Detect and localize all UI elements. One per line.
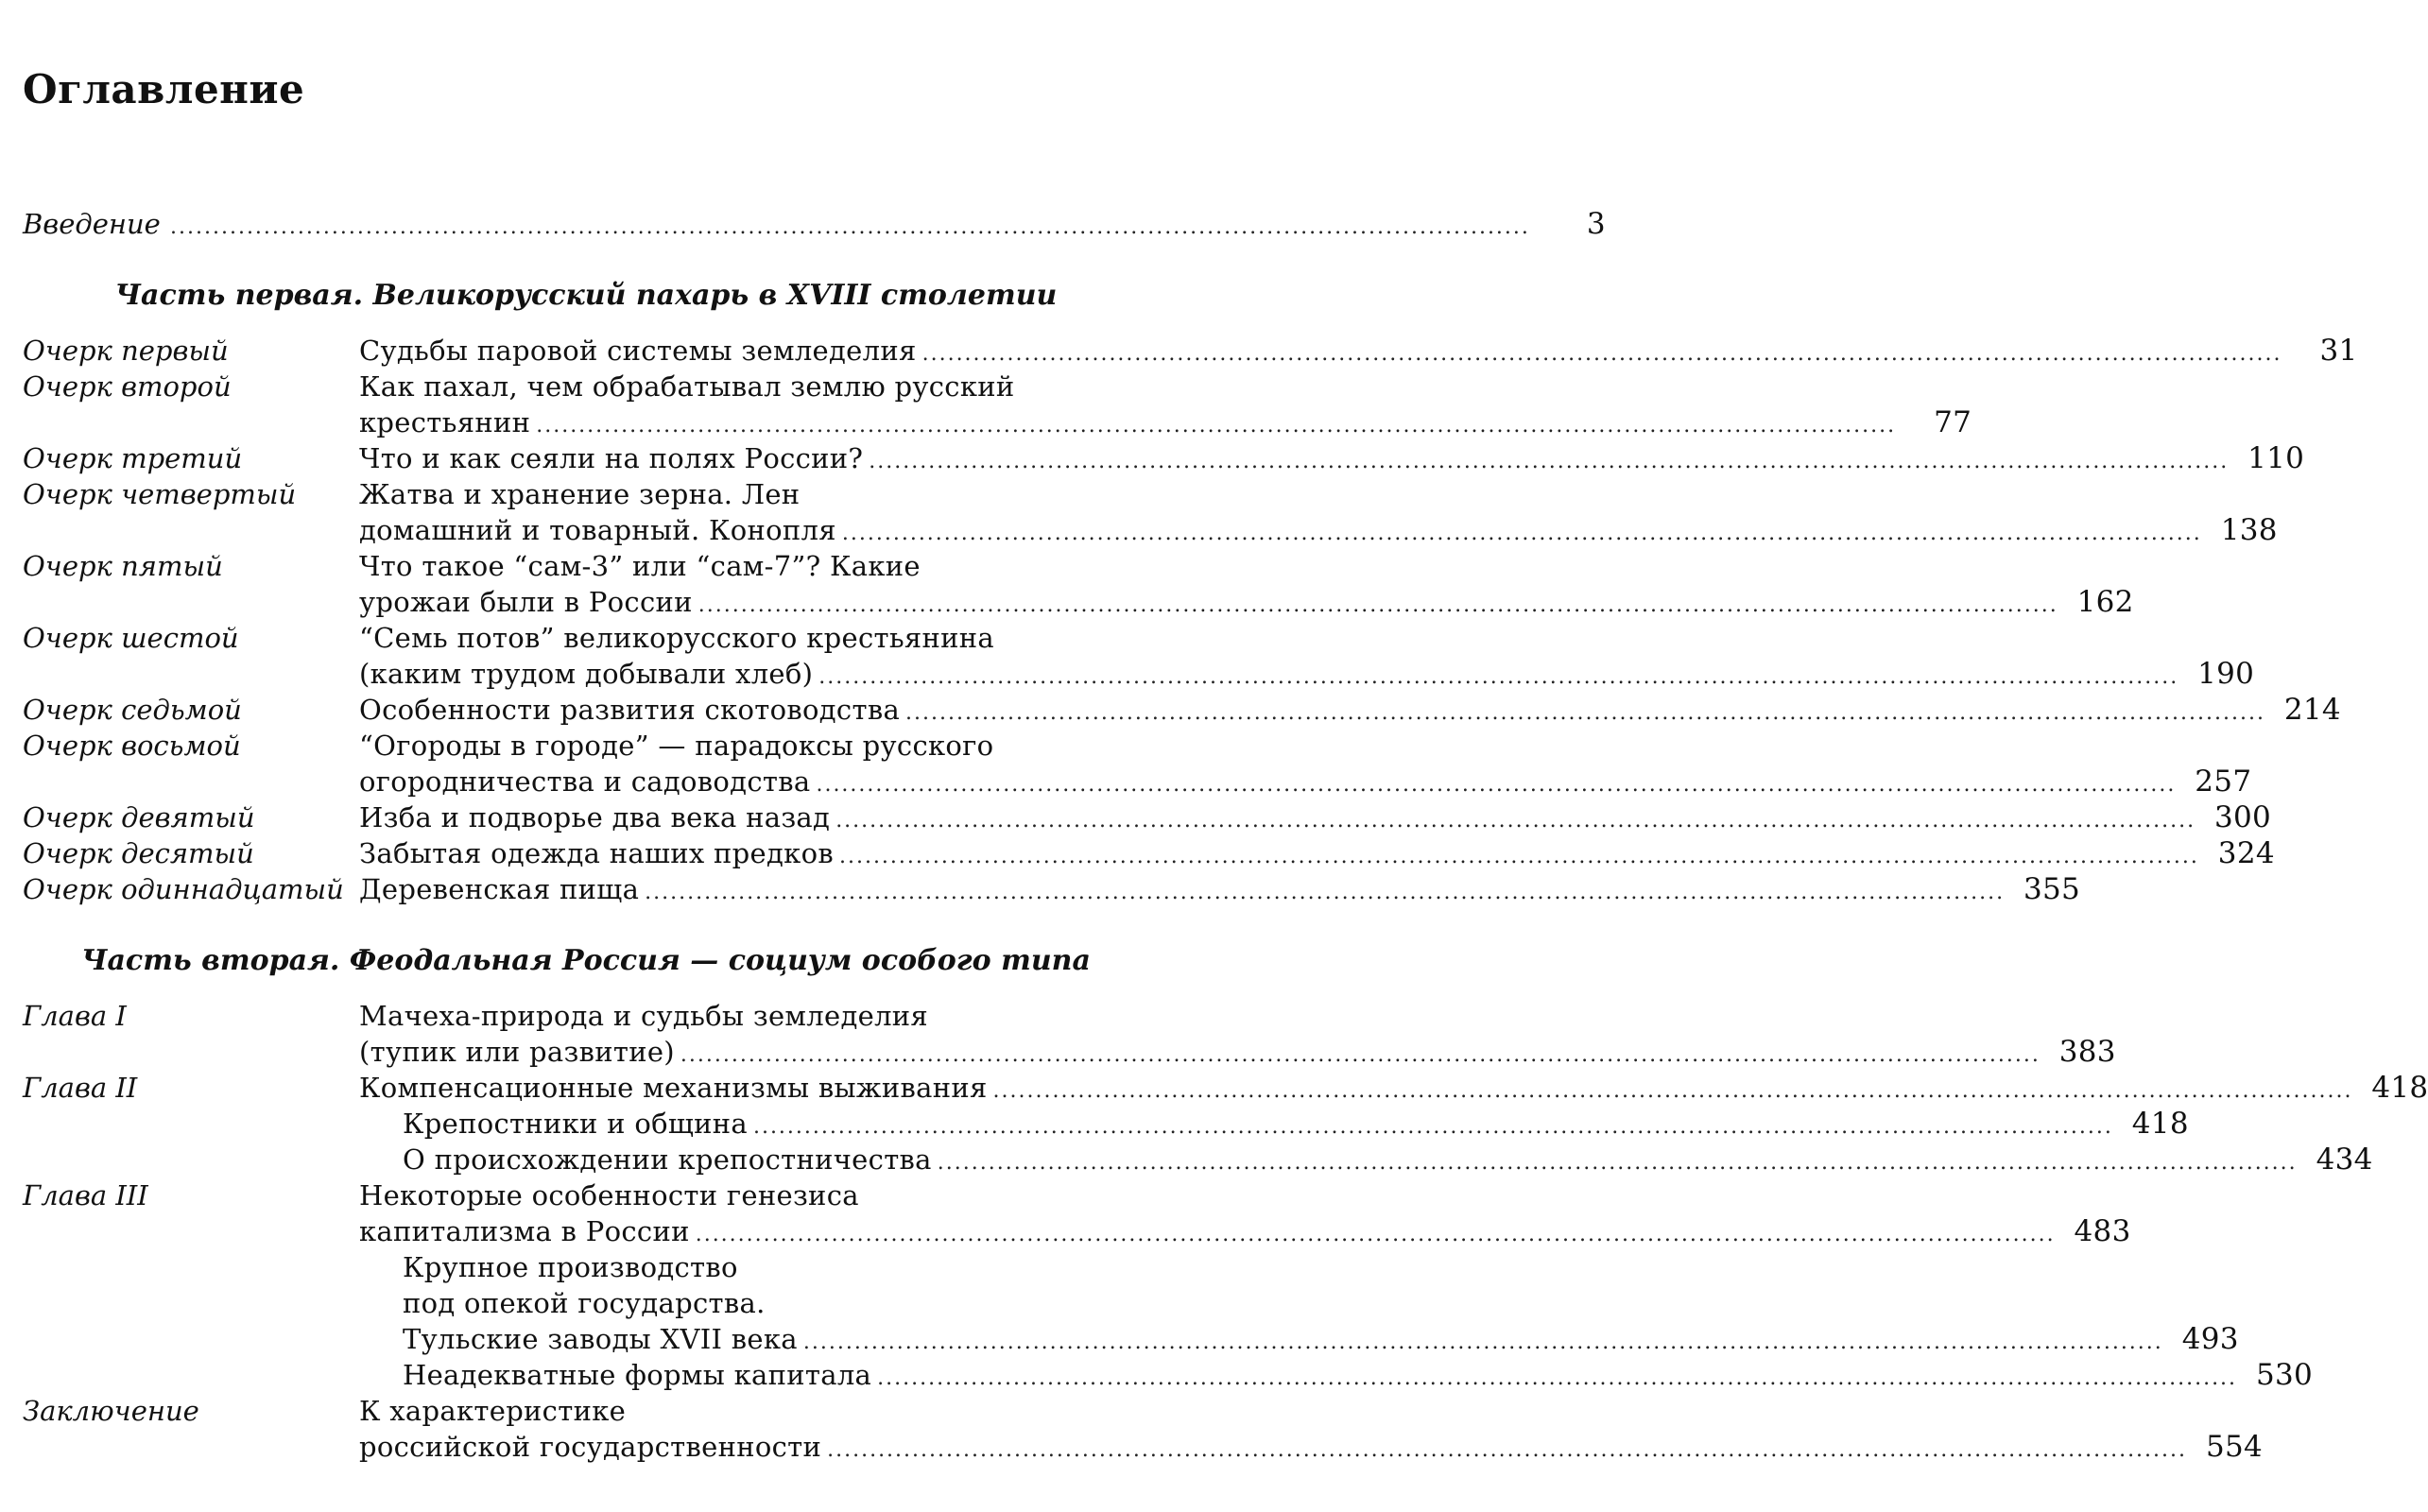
toc-row-label: Очерк седьмой (23, 694, 242, 726)
toc-entry-line (359, 835, 2275, 871)
page-number: 530 (2255, 1358, 2314, 1392)
page-number: 31 (2319, 334, 2358, 368)
toc-entry-line (359, 404, 1972, 440)
page-number: 493 (2181, 1322, 2239, 1356)
toc-entry-text: крестьянин (359, 406, 531, 438)
toc-entry-text: Как пахал, чем обрабатывал землю русский (359, 370, 1015, 403)
toc-row[interactable] (0, 1357, 2314, 1393)
toc-entry-line (359, 512, 2278, 548)
part-one-entries (0, 333, 2358, 907)
toc-entry-text: Мачеха-природа и судьбы земледелия (359, 1000, 929, 1032)
page-number: 383 (2058, 1035, 2116, 1069)
toc-entry-line (359, 476, 1128, 512)
part-two-entries (0, 998, 2428, 1465)
toc-entry-line (359, 692, 2341, 728)
toc-entry (359, 871, 2081, 907)
toc-row-label: Очерк пятый (23, 550, 223, 582)
toc-row[interactable] (0, 1070, 2428, 1106)
toc-entry-text: (каким трудом добывали хлеб) (359, 658, 814, 690)
toc-entry-line (359, 620, 1128, 656)
page-number: 554 (2205, 1430, 2264, 1464)
leader-dots: ................................................................................................................................................................ (877, 1366, 2238, 1390)
toc-entry-line (359, 440, 2305, 476)
toc-entry (359, 620, 2255, 692)
toc-entry-line (403, 1321, 2239, 1357)
toc-intro-row[interactable] (23, 206, 1606, 242)
page-number: 3 (1586, 207, 1606, 241)
toc-entry-text: Судьбы паровой системы земледелия (359, 335, 917, 367)
toc-row-label: Глава III (23, 1179, 148, 1211)
toc-entry-line (359, 1429, 2264, 1465)
toc-row[interactable] (0, 1106, 2189, 1142)
toc-row-label: Заключение (23, 1395, 199, 1427)
toc-row[interactable] (0, 333, 2358, 369)
toc-entry-text: Крепостники и община (403, 1108, 748, 1140)
toc-row[interactable] (0, 728, 2252, 799)
toc-row[interactable] (0, 998, 2116, 1070)
toc-entry-line (359, 656, 2255, 692)
toc-entry-text: “Семь потов” великорусского крестьянина (359, 622, 994, 654)
toc-row[interactable] (0, 692, 2341, 728)
toc-entry-text: Некоторые особенности генезиса (359, 1179, 859, 1211)
leader-dots: ................................................................................................................................................................ (992, 1079, 2353, 1103)
toc-entry-text: Крупное производство (403, 1251, 738, 1283)
toc-entry-text: Изба и подворье два века назад (359, 801, 831, 833)
toc-entry-line (403, 1285, 1128, 1321)
toc-entry-line (359, 1213, 2131, 1249)
leader-dots: ................................................................................................................................................................ (937, 1151, 2298, 1175)
page-number: 190 (2197, 657, 2255, 691)
leader-dots: ................................................................................................................................................................ (802, 1331, 2163, 1354)
toc-entry-line (359, 584, 2134, 620)
toc-entry-line (359, 1070, 2428, 1106)
toc-row[interactable] (0, 799, 2272, 835)
toc-entry-text: Что и как сеяли на полях России? (359, 442, 864, 474)
toc-entry-line (403, 1249, 1128, 1285)
toc-row[interactable] (0, 871, 2081, 907)
toc-entry-line (359, 1393, 1128, 1429)
page-number: 434 (2316, 1143, 2373, 1177)
leader-dots: ................................................................................................................................................................ (827, 1438, 2188, 1462)
toc-entry-text: “Огороды в городе” — парадоксы русского (359, 730, 994, 762)
toc-row[interactable] (0, 1249, 2239, 1357)
page-number: 77 (1934, 405, 1972, 439)
toc-entry (359, 333, 2358, 369)
page-number: 483 (2074, 1214, 2131, 1248)
toc-row-label: Очерк второй (23, 370, 232, 403)
toc-entry-text: Тульские заводы XVII века (403, 1323, 798, 1355)
leader-dots: ................................................................................................................................................................ (645, 881, 2006, 904)
page-number: 355 (2023, 872, 2081, 906)
page-number: 110 (2247, 441, 2305, 475)
page-number: 257 (2195, 765, 2252, 799)
page-number: 300 (2214, 800, 2272, 834)
toc-row[interactable] (0, 620, 2255, 692)
toc-entry-text: российской государственности (359, 1431, 822, 1463)
toc-subentry (403, 1106, 2189, 1142)
toc-entry-text: Забытая одежда наших предков (359, 837, 834, 869)
toc-entry-line (359, 1177, 1128, 1213)
toc-entry-line (359, 548, 1128, 584)
toc-entry-text: Неадекватные формы капитала (403, 1359, 872, 1391)
toc-entry-line (403, 1357, 2314, 1393)
toc-entry (359, 548, 2134, 620)
leader-dots: ................................................................................................................................................................ (536, 414, 1897, 438)
toc-row-label: Очерк первый (23, 335, 229, 367)
toc-entry-line (359, 728, 1128, 764)
toc-entry-text: огородничества и садоводства (359, 765, 811, 798)
toc-entry-text: К характеристике (359, 1395, 627, 1427)
toc-entry (359, 998, 2116, 1070)
toc-row[interactable] (0, 1177, 2131, 1249)
leader-dots: ................................................................................................................................................................ (697, 593, 2058, 617)
toc-row[interactable] (0, 476, 2278, 548)
page-number: 418 (2131, 1107, 2189, 1141)
page-number: 138 (2220, 513, 2278, 547)
leader-dots: ................................................................................................................................................................ (818, 665, 2179, 689)
toc-subentry (403, 1142, 2373, 1177)
part-two-heading: Часть вторая. Феодальная Россия — социум особого типа (81, 944, 1091, 977)
toc-entry-line (359, 333, 2358, 369)
toc-row[interactable] (0, 369, 1972, 440)
leader-dots: ................................................................................................................................................................ (695, 1223, 2056, 1246)
toc-entry-line (403, 1142, 2373, 1177)
toc-subentry (403, 1249, 2239, 1357)
toc-row-label: Очерк одиннадцатый (23, 873, 344, 905)
toc-row-label: Очерк девятый (23, 801, 255, 833)
toc-entry (359, 799, 2272, 835)
page-title: Оглавление (23, 66, 305, 112)
leader-dots: ................................................................................................................................................................ (921, 342, 2282, 366)
toc-row[interactable] (0, 548, 2134, 620)
toc-row[interactable] (0, 1142, 2373, 1177)
toc-entry-line (359, 871, 2081, 907)
leader-dots: ................................................................................................................................................................ (838, 845, 2199, 868)
toc-subentry (403, 1357, 2314, 1393)
toc-entry-text: под опекой государства. (403, 1287, 766, 1319)
leader-dots: ................................................................................................................................................................ (170, 215, 1530, 239)
toc-entry-line (359, 1034, 2116, 1070)
toc-entry-text: Особенности развития скотоводства (359, 694, 901, 726)
leader-dots: ................................................................................................................................................................ (816, 773, 2177, 797)
leader-dots: ................................................................................................................................................................ (841, 522, 2202, 545)
toc-row-label: Очерк десятый (23, 837, 254, 869)
toc-entry (359, 692, 2341, 728)
page-number: 418 (2371, 1071, 2428, 1105)
page-number: 162 (2076, 585, 2134, 619)
toc-entry (359, 1177, 2131, 1249)
page-number: 214 (2283, 693, 2341, 727)
toc-entry-text: урожаи были в России (359, 586, 693, 618)
toc-entry-line (359, 369, 1128, 404)
toc-entry-line (403, 1106, 2189, 1142)
toc-entry (359, 835, 2275, 871)
toc-intro-label: Введение (23, 208, 161, 240)
toc-entry-text: Что такое “сам-3” или “сам-7”? Какие (359, 550, 921, 582)
toc-entry (359, 1070, 2428, 1106)
toc-entry-text: О происхождении крепостничества (403, 1143, 932, 1176)
toc-intro-line (164, 206, 1606, 242)
toc-entry-line (359, 764, 2252, 799)
leader-dots: ................................................................................................................................................................ (835, 809, 2196, 833)
toc-row[interactable] (0, 835, 2275, 871)
toc-entry (359, 728, 2252, 799)
leader-dots: ................................................................................................................................................................ (752, 1115, 2113, 1139)
toc-row[interactable] (0, 1393, 2264, 1465)
toc-row[interactable] (0, 440, 2305, 476)
toc-entry (359, 1393, 2264, 1465)
toc-row-label: Глава I (23, 1000, 127, 1032)
toc-entry (359, 476, 2278, 548)
toc-entry-text: капитализма в России (359, 1215, 690, 1247)
toc-row-label: Очерк четвертый (23, 478, 297, 510)
toc-row-label: Глава II (23, 1072, 138, 1104)
part-one-heading: Часть первая. Великорусский пахарь в XVIII столетии (114, 279, 1058, 312)
page-number: 324 (2217, 836, 2275, 870)
toc-entry-line (359, 799, 2272, 835)
toc-row-label: Очерк шестой (23, 622, 239, 654)
toc-entry-text: Жатва и хранение зерна. Лен (359, 478, 801, 510)
toc-entry-text: домашний и товарный. Конопля (359, 514, 836, 546)
toc-entry-text: (тупик или развитие) (359, 1036, 675, 1068)
leader-dots: ................................................................................................................................................................ (905, 701, 2265, 725)
toc-row-label: Очерк третий (23, 442, 243, 474)
leader-dots: ................................................................................................................................................................ (680, 1043, 2041, 1067)
toc-entry (359, 369, 1972, 440)
toc-entry-text: Деревенская пища (359, 873, 640, 905)
toc-entry-text: Компенсационные механизмы выживания (359, 1072, 988, 1104)
toc-entry (359, 440, 2305, 476)
toc-entry-line (359, 998, 1128, 1034)
leader-dots: ................................................................................................................................................................ (869, 450, 2230, 473)
toc-row-label: Очерк восьмой (23, 730, 241, 762)
